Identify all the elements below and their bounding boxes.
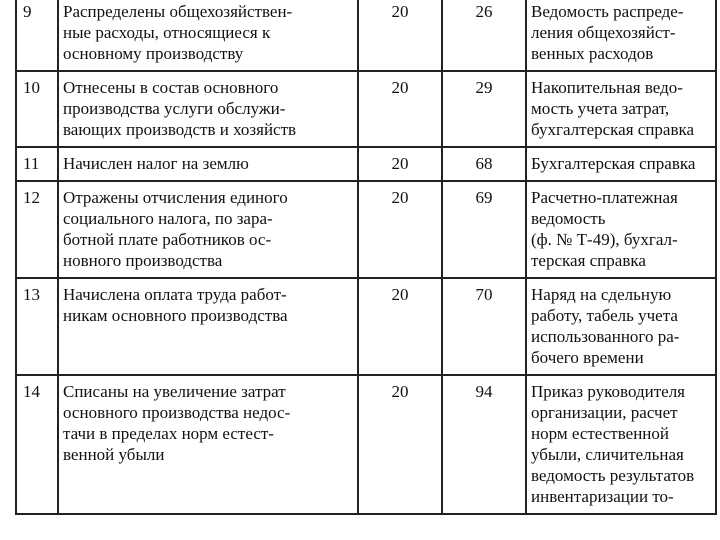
credit-account: 29 — [442, 71, 526, 147]
source-document: Приказ руководителя организации, расчет норм естественной убыли, сличительная ведомость результатов инвентаризации то- — [526, 375, 716, 514]
debit-account: 20 — [358, 0, 442, 71]
row-number: 13 — [16, 278, 58, 375]
row-number: 11 — [16, 147, 58, 181]
source-document: Ведомость распреде- ления общехозяйст- венных расходов — [526, 0, 716, 71]
operation-text: Отнесены в состав основного производства услуги обслужи- вающих производств и хозяйств — [58, 71, 358, 147]
debit-account: 20 — [358, 278, 442, 375]
table-row — [16, 0, 716, 71]
row-number: 9 — [16, 0, 58, 71]
credit-account: 94 — [442, 375, 526, 514]
row-number: 10 — [16, 71, 58, 147]
table-row — [16, 147, 716, 181]
table-row — [16, 71, 716, 147]
row-number: 12 — [16, 181, 58, 278]
operation-text: Распределены общехозяйствен- ные расходы, относящиеся к основному производству — [58, 0, 358, 71]
source-document: Бухгалтерская справка — [526, 147, 716, 181]
debit-account: 20 — [358, 147, 442, 181]
credit-account: 68 — [442, 147, 526, 181]
table-row — [16, 278, 716, 375]
source-document: Накопительная ведо- мость учета затрат, бухгалтерская справка — [526, 71, 716, 147]
credit-account: 69 — [442, 181, 526, 278]
source-document: Расчетно-платежная ведомость (ф. № Т-49), бухгал- терская справка — [526, 181, 716, 278]
debit-account: 20 — [358, 375, 442, 514]
operation-text: Списаны на увеличение затрат основного производства недос- тачи в пределах норм естест- венной убыли — [58, 375, 358, 514]
debit-account: 20 — [358, 181, 442, 278]
operation-text: Начислен налог на землю — [58, 147, 358, 181]
row-number: 14 — [16, 375, 58, 514]
accounting-entries-table — [15, 0, 717, 515]
source-document: Наряд на сдельную работу, табель учета использованного ра- бочего времени — [526, 278, 716, 375]
credit-account: 26 — [442, 0, 526, 71]
credit-account: 70 — [442, 278, 526, 375]
operation-text: Отражены отчисления единого социального налога, по зара- ботной плате работников ос- новного производства — [58, 181, 358, 278]
operation-text: Начислена оплата труда работ- никам основного производства — [58, 278, 358, 375]
table-row — [16, 375, 716, 514]
debit-account: 20 — [358, 71, 442, 147]
table-row — [16, 181, 716, 278]
